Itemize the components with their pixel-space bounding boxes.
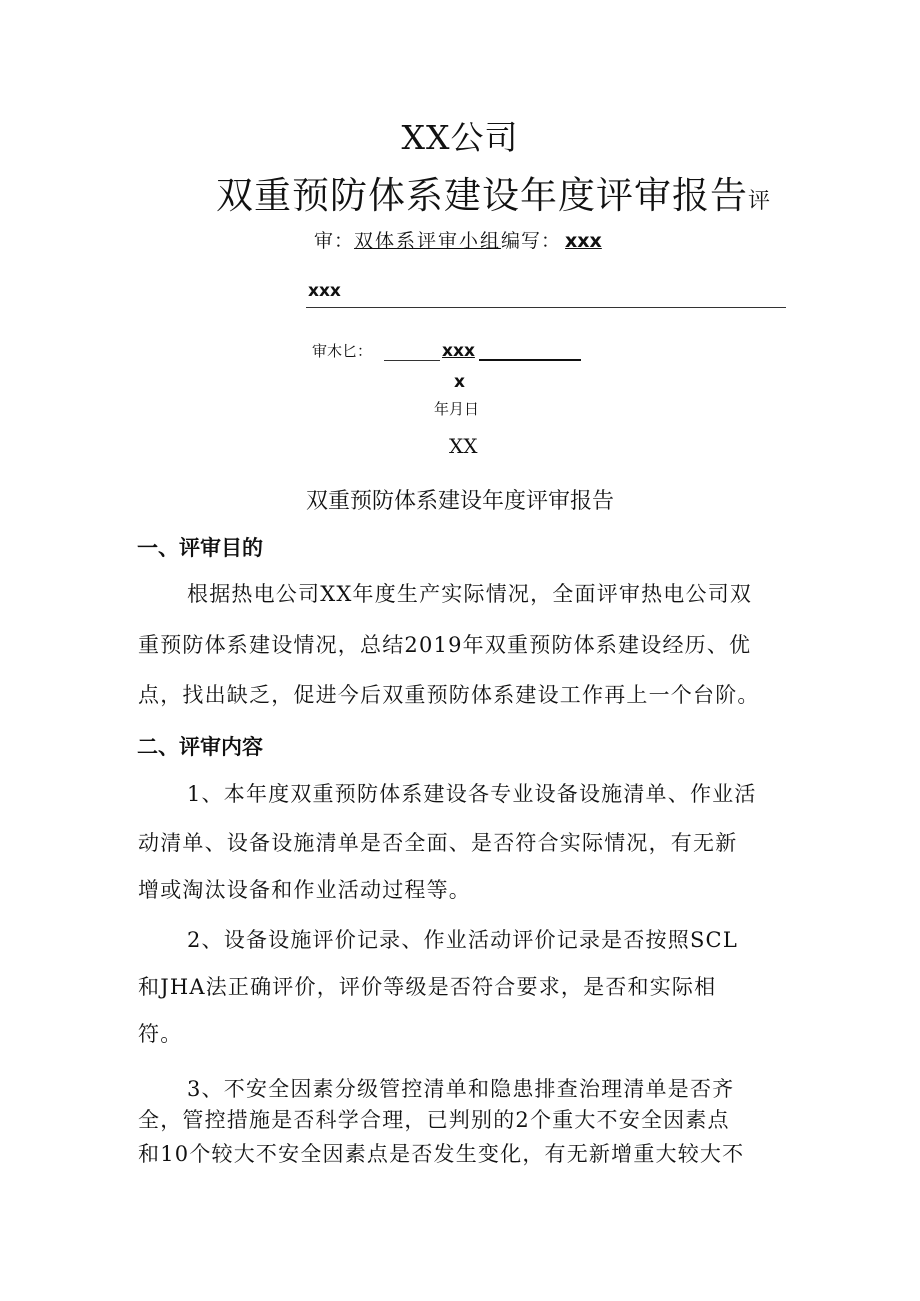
section-heading: 二、评审内容	[137, 735, 263, 759]
divider-line	[306, 307, 786, 308]
approve-blank-left	[384, 346, 440, 361]
report-title: 双重预防体系建设年度评审报告	[305, 489, 614, 514]
writer-value-1: xxx	[565, 230, 602, 252]
item-line: 和JHA法正确评价，评价等级是否符合要求，是否和实际相	[138, 975, 717, 999]
writer-label: 编写：	[501, 230, 562, 252]
company-name: XX公司	[401, 118, 519, 157]
item-line: 1、本年度双重预防体系建设各专业设备设施清单、作业活	[187, 782, 757, 806]
x-mark: x	[454, 372, 465, 392]
writer-value-2: xxx	[308, 281, 341, 301]
item-line: 全，管控措施是否科学合理，已判别的2个重大不安全因素点	[138, 1108, 730, 1132]
item-line: 和10个较大不安全因素点是否发生变化，有无新增重大较大不	[138, 1142, 745, 1166]
item-line: 2、设备设施评价记录、作业活动评价记录是否按照SCL	[187, 928, 738, 952]
paragraph-line: 根据热电公司XX年度生产实际情况，全面评审热电公司双	[187, 582, 753, 606]
paragraph-line: 点，找出缺乏，促进今后双重预防体系建设工作再上一个台阶。	[138, 683, 760, 707]
reviewer-value: 双体系评审小组	[354, 230, 502, 252]
item-line: 符。	[138, 1022, 183, 1046]
item-line: 动清单、设备设施清单是否全面、是否符合实际情况，有无新	[138, 831, 738, 855]
cover-title	[216, 165, 770, 219]
paragraph-line: 重预防体系建设情况，总结2019年双重预防体系建设经历、优	[138, 633, 752, 657]
approve-blank-right	[479, 345, 581, 361]
approve-line	[312, 340, 581, 361]
reviewer-line	[314, 226, 602, 253]
approve-value: xxx	[442, 341, 475, 361]
cover-title-text: 双重预防体系建设年度评审报告	[216, 174, 748, 217]
date-label: 年月日	[434, 400, 480, 418]
approve-label: 审木匕：	[312, 342, 373, 360]
reviewer-label: 审：	[314, 230, 355, 252]
section-heading: 一、评审目的	[137, 536, 263, 560]
year-placeholder: XX	[449, 434, 478, 458]
item-line: 增或淘汰设备和作业活动过程等。	[138, 878, 471, 902]
item-line: 3、不安全因素分级管控清单和隐患排查治理清单是否齐	[187, 1077, 735, 1101]
cover-title-tail: 评	[748, 189, 771, 214]
